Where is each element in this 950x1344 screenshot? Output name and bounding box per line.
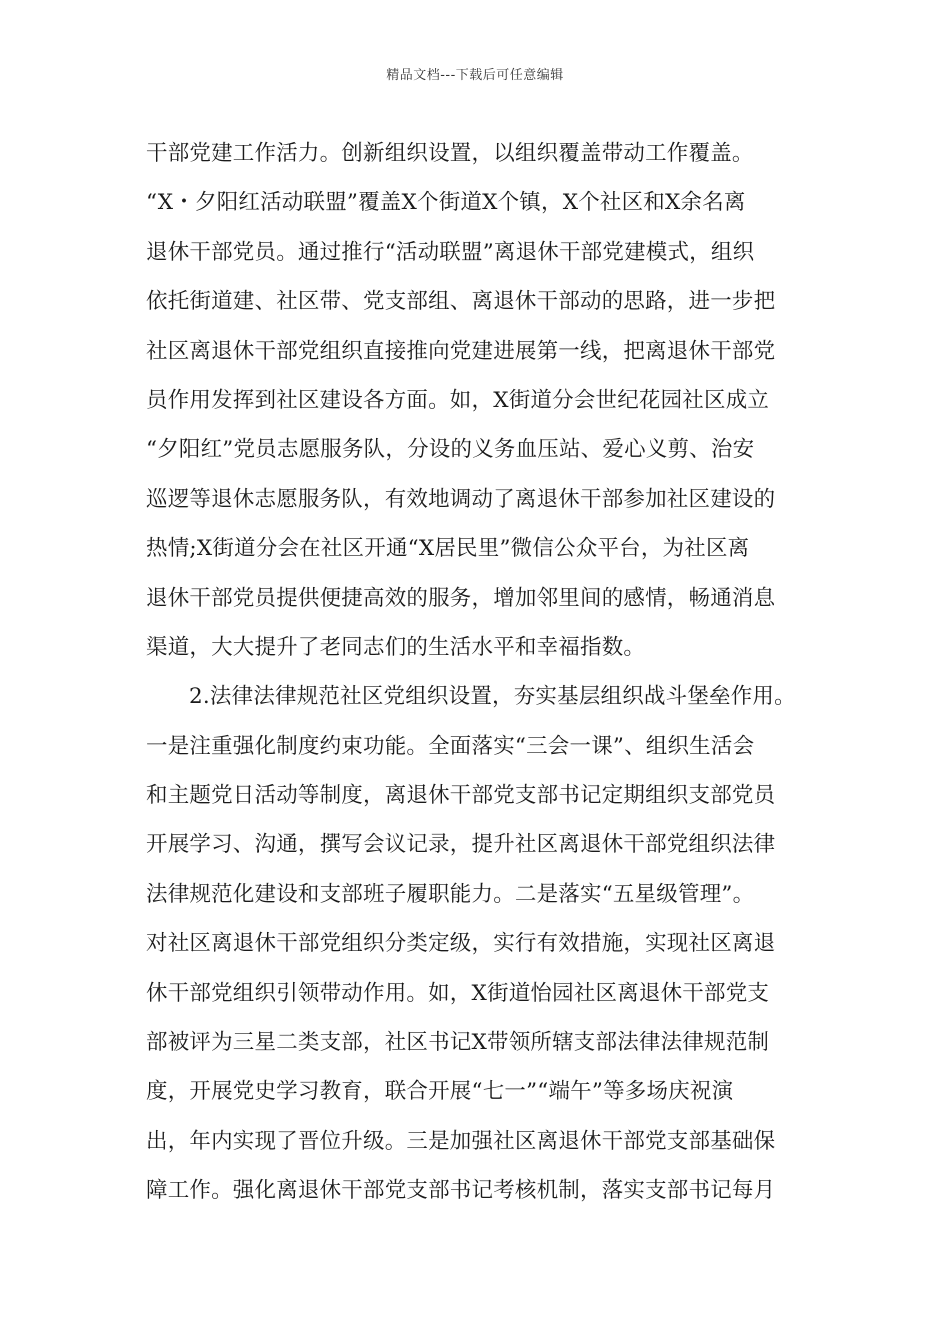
text-line: 员作用发挥到社区建设各方面。如，X街道分会世纪花园社区成立 bbox=[146, 387, 770, 413]
text-line: 休干部党组织引领带动作用。如，X街道怡园社区离退休干部党支 bbox=[146, 980, 770, 1006]
text-line: 巡逻等退休志愿服务队，有效地调动了离退休干部参加社区建设的 bbox=[146, 486, 776, 512]
text-line: 干部党建工作活力。创新组织设置，以组织覆盖带动工作覆盖。 bbox=[146, 141, 754, 166]
text-line: 社区离退休干部党组织直接推向党建进展第一线，把离退休干部党 bbox=[146, 338, 776, 364]
text-line: 退休干部党员。通过推行“活动联盟”离退休干部党建模式，组织 bbox=[146, 239, 755, 265]
text-line: 渠道，大大提升了老同志们的生活水平和幸福指数。 bbox=[146, 634, 646, 660]
text-line: 对社区离退休干部党组织分类定级，实行有效措施，实现社区离退 bbox=[146, 931, 776, 957]
text-line: 出，年内实现了晋位升级。三是加强社区离退休干部党支部基础保 bbox=[146, 1128, 776, 1154]
paragraph-start-line: 2.法律法律规范社区党组织设置，夯实基层组织战斗堡垒作用。 bbox=[189, 684, 796, 710]
text-line: 和主题党日活动等制度，离退休干部党支部书记定期组织支部党员 bbox=[146, 783, 776, 809]
page-header: 精品文档---下载后可任意编辑 bbox=[386, 68, 564, 83]
text-line: 依托街道建、社区带、党支部组、离退休干部动的思路，进一步把 bbox=[146, 289, 776, 315]
text-line: 一是注重强化制度约束功能。全面落实“三会一课”、组织生活会 bbox=[146, 733, 755, 759]
text-line: “夕阳红”党员志愿服务队，分设的义务血压站、爱心义剪、治安 bbox=[146, 437, 755, 463]
text-line: “X・夕阳红活动联盟”覆盖X个街道X个镇，X个社区和X余名离 bbox=[146, 190, 746, 216]
text-line: 退休干部党员提供便捷高效的服务，增加邻里间的感情，畅通消息 bbox=[146, 585, 776, 611]
body-text bbox=[146, 129, 826, 1216]
text-line: 热情;X街道分会在社区开通“X居民里”微信公众平台，为社区离 bbox=[146, 536, 750, 562]
text-line: 障工作。强化离退休干部党支部书记考核机制，落实支部书记每月 bbox=[146, 1178, 776, 1204]
text-line: 度，开展党史学习教育，联合开展“七一”“端午”等多场庆祝演 bbox=[146, 1079, 734, 1105]
text-line: 法律规范化建设和支部班子履职能力。二是落实“五星级管理”。 bbox=[146, 881, 755, 907]
text-line: 部被评为三星二类支部，社区书记X带领所辖支部法律法律规范制 bbox=[146, 1030, 770, 1056]
text-line: 开展学习、沟通，撰写会议记录，提升社区离退休干部党组织法律 bbox=[146, 832, 776, 858]
